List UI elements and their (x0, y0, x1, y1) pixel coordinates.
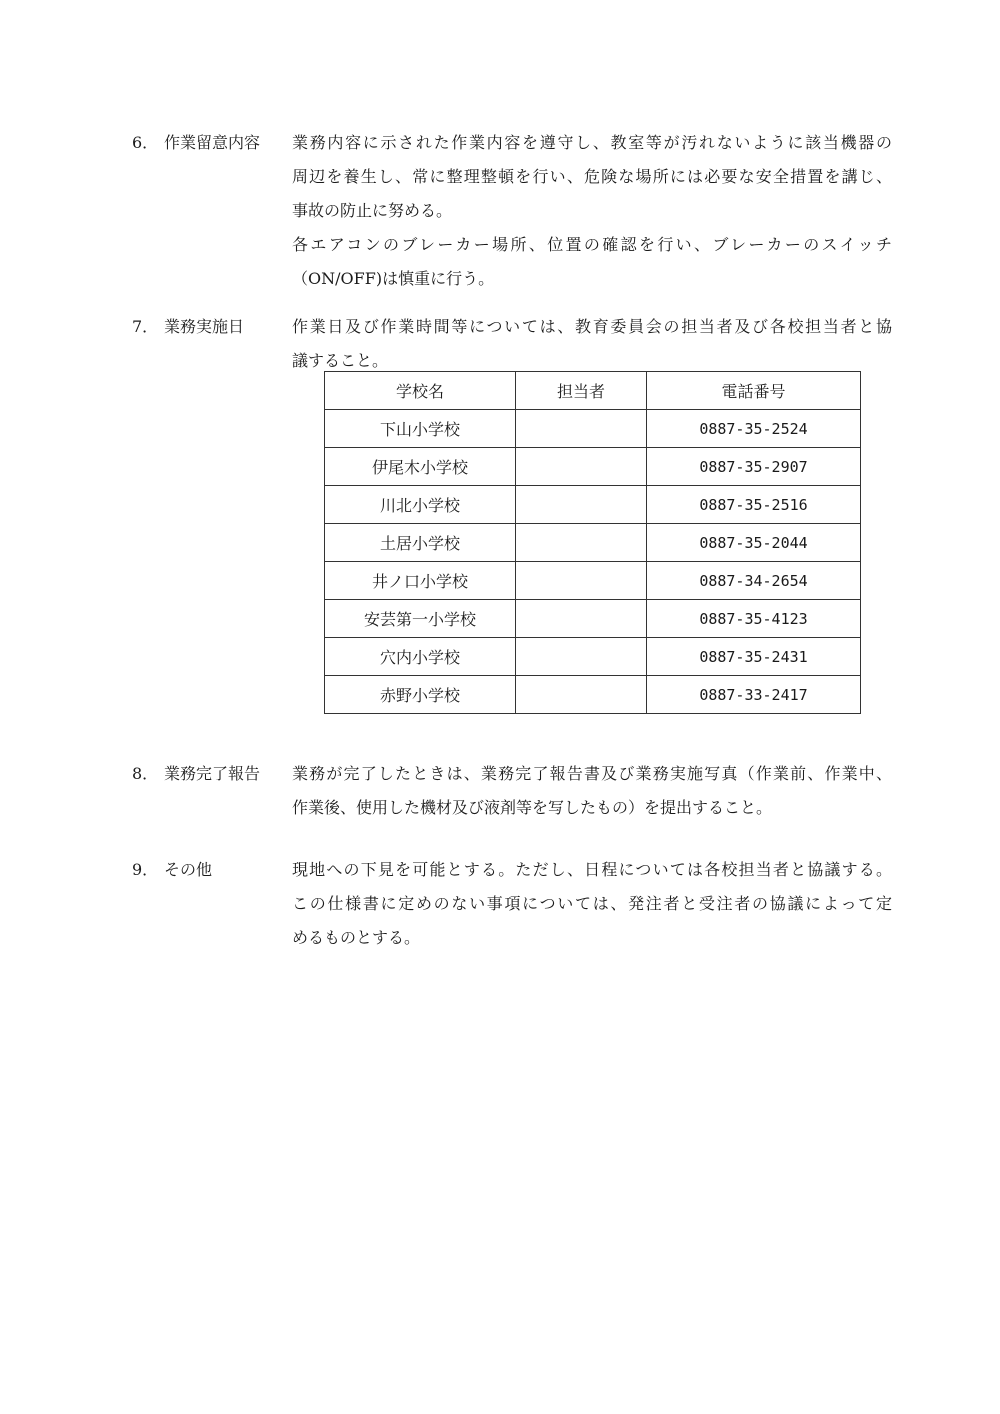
table-row (325, 486, 861, 524)
section-heading: 作業留意内容 (164, 133, 261, 152)
section-number: 8． (132, 764, 159, 783)
school-name-cell: 土居小学校 (325, 524, 516, 562)
column-header-contact: 担当者 (516, 372, 647, 410)
phone-cell: 0887-35-2516 (647, 486, 861, 524)
section-heading: 業務実施日 (164, 317, 245, 336)
table-row (325, 676, 861, 714)
school-contact-table (324, 371, 861, 714)
body-line: 周辺を養生し、常に整理整頓を行い、危険な場所には必要な安全措置を講じ、 (292, 167, 892, 186)
school-name-cell: 穴内小学校 (325, 638, 516, 676)
body-line: 作業後、使用した機材及び液剤等を写したもの）を提出すること。 (292, 798, 773, 817)
contact-cell (516, 600, 647, 638)
contact-cell (516, 410, 647, 448)
phone-cell: 0887-35-2524 (647, 410, 861, 448)
body-line: この仕様書に定めのない事項については、発注者と受注者の協議によって定 (292, 894, 892, 913)
table-row (325, 524, 861, 562)
phone-cell: 0887-35-4123 (647, 600, 861, 638)
school-name-cell: 伊尾木小学校 (325, 448, 516, 486)
contact-cell (516, 448, 647, 486)
table-row (325, 638, 861, 676)
school-name-cell: 赤野小学校 (325, 676, 516, 714)
school-name-cell: 川北小学校 (325, 486, 516, 524)
phone-cell: 0887-35-2907 (647, 448, 861, 486)
contact-cell (516, 524, 647, 562)
section-number: 6． (132, 133, 159, 152)
body-line: 作業日及び作業時間等については、教育委員会の担当者及び各校担当者と協 (292, 317, 892, 336)
table-row (325, 600, 861, 638)
body-line: 各エアコンのブレーカー場所、位置の確認を行い、ブレーカーのスイッチ (292, 235, 892, 254)
body-line: （ON/OFF)は慎重に行う。 (292, 269, 495, 288)
body-line: 事故の防止に努める。 (292, 201, 453, 220)
body-line: めるものとする。 (292, 928, 421, 947)
school-name-cell: 井ノ口小学校 (325, 562, 516, 600)
section-body (292, 310, 892, 378)
body-line: 現地への下見を可能とする。ただし、日程については各校担当者と協議する。 (292, 860, 892, 879)
section-body (292, 853, 892, 955)
phone-cell: 0887-35-2044 (647, 524, 861, 562)
section-body (292, 126, 892, 296)
school-name-cell: 安芸第一小学校 (325, 600, 516, 638)
table-row (325, 410, 861, 448)
section-number: 7． (132, 317, 159, 336)
body-line: 議すること。 (292, 351, 389, 370)
school-name-cell: 下山小学校 (325, 410, 516, 448)
phone-cell: 0887-34-2654 (647, 562, 861, 600)
table-header-row (325, 372, 861, 410)
table-row (325, 448, 861, 486)
body-line: 業務が完了したときは、業務完了報告書及び業務実施写真（作業前、作業中、 (292, 764, 892, 783)
body-line: 業務内容に示された作業内容を遵守し、教室等が汚れないように該当機器の (292, 133, 892, 152)
contact-cell (516, 638, 647, 676)
phone-cell: 0887-35-2431 (647, 638, 861, 676)
section-heading: 業務完了報告 (164, 764, 261, 783)
table-row (325, 562, 861, 600)
phone-cell: 0887-33-2417 (647, 676, 861, 714)
section-number: 9． (132, 860, 159, 879)
section-body (292, 757, 892, 825)
column-header-phone: 電話番号 (647, 372, 861, 410)
section-heading: その他 (164, 860, 213, 879)
contact-cell (516, 562, 647, 600)
contact-cell (516, 486, 647, 524)
contact-cell (516, 676, 647, 714)
column-header-school: 学校名 (325, 372, 516, 410)
